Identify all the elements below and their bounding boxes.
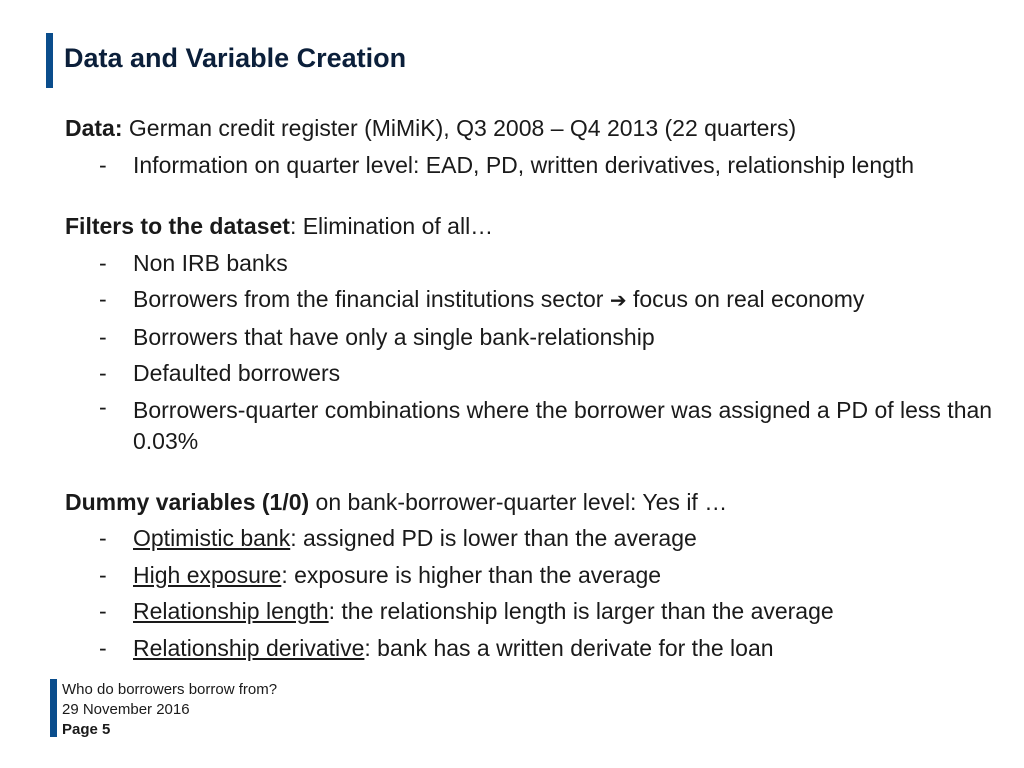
dummy-lead — [65, 484, 1015, 521]
list-item: - Information on quarter level: EAD, PD, written derivatives, relationship length — [65, 147, 1015, 184]
right-arrow-icon: ➔ — [609, 288, 627, 312]
dummy-label: Dummy variables (1/0) — [65, 488, 310, 515]
filters-text: : Elimination of all… — [289, 213, 494, 239]
list-item: - Borrowers-quarter combinations where the borrower was assigned a PD of less than 0.03% — [65, 392, 1015, 459]
data-list — [65, 147, 1015, 184]
list-item: - Borrowers that have only a single bank-relationship — [65, 319, 1015, 356]
dummy-term: Relationship length — [133, 598, 329, 624]
list-item — [65, 520, 1015, 557]
slide-content — [65, 110, 1015, 691]
filters-label: Filters to the dataset — [65, 213, 290, 239]
data-text: German credit register (MiMiK), Q3 2008 – Q4 2013 (22 quarters) — [122, 115, 797, 141]
arrow-item-after: focus on real economy — [626, 286, 865, 312]
dummy-term: Relationship derivative — [133, 634, 365, 661]
dummy-desc: : exposure is higher than the average — [281, 561, 662, 588]
list-item — [65, 557, 1015, 594]
filters-list — [65, 245, 1015, 459]
list-item — [65, 281, 1015, 319]
slide-title: Data and Variable Creation — [64, 43, 407, 73]
footer-subtitle: Who do borrowers borrow from? — [62, 681, 278, 698]
list-item — [65, 593, 1015, 630]
footer-accent-bar — [50, 679, 57, 737]
filters-lead — [65, 208, 1015, 245]
footer — [62, 680, 277, 740]
filters-section — [65, 208, 1015, 459]
title-accent-bar — [46, 33, 53, 88]
data-label: Data: — [65, 115, 123, 141]
list-item: - Non IRB banks — [65, 245, 1015, 282]
dummy-term: Optimistic bank — [133, 525, 291, 551]
dummy-desc: : assigned PD is lower than the average — [290, 525, 697, 551]
dummy-term: High exposure — [133, 561, 282, 588]
arrow-item-before: Borrowers from the financial institutions sector — [133, 286, 610, 312]
dummy-list — [65, 520, 1015, 666]
dummy-text: on bank-borrower-quarter level: Yes if … — [309, 488, 728, 515]
data-lead — [65, 110, 1015, 147]
footer-date: 29 November 2016 — [62, 701, 190, 718]
dummy-section — [65, 484, 1015, 667]
list-item — [65, 630, 1015, 667]
dummy-desc: : bank has a written derivate for the loan — [364, 634, 774, 661]
page-number: Page 5 — [62, 721, 111, 738]
data-section — [65, 110, 1015, 183]
dummy-desc: : the relationship length is larger than the average — [328, 598, 834, 624]
list-item: - Defaulted borrowers — [65, 355, 1015, 392]
